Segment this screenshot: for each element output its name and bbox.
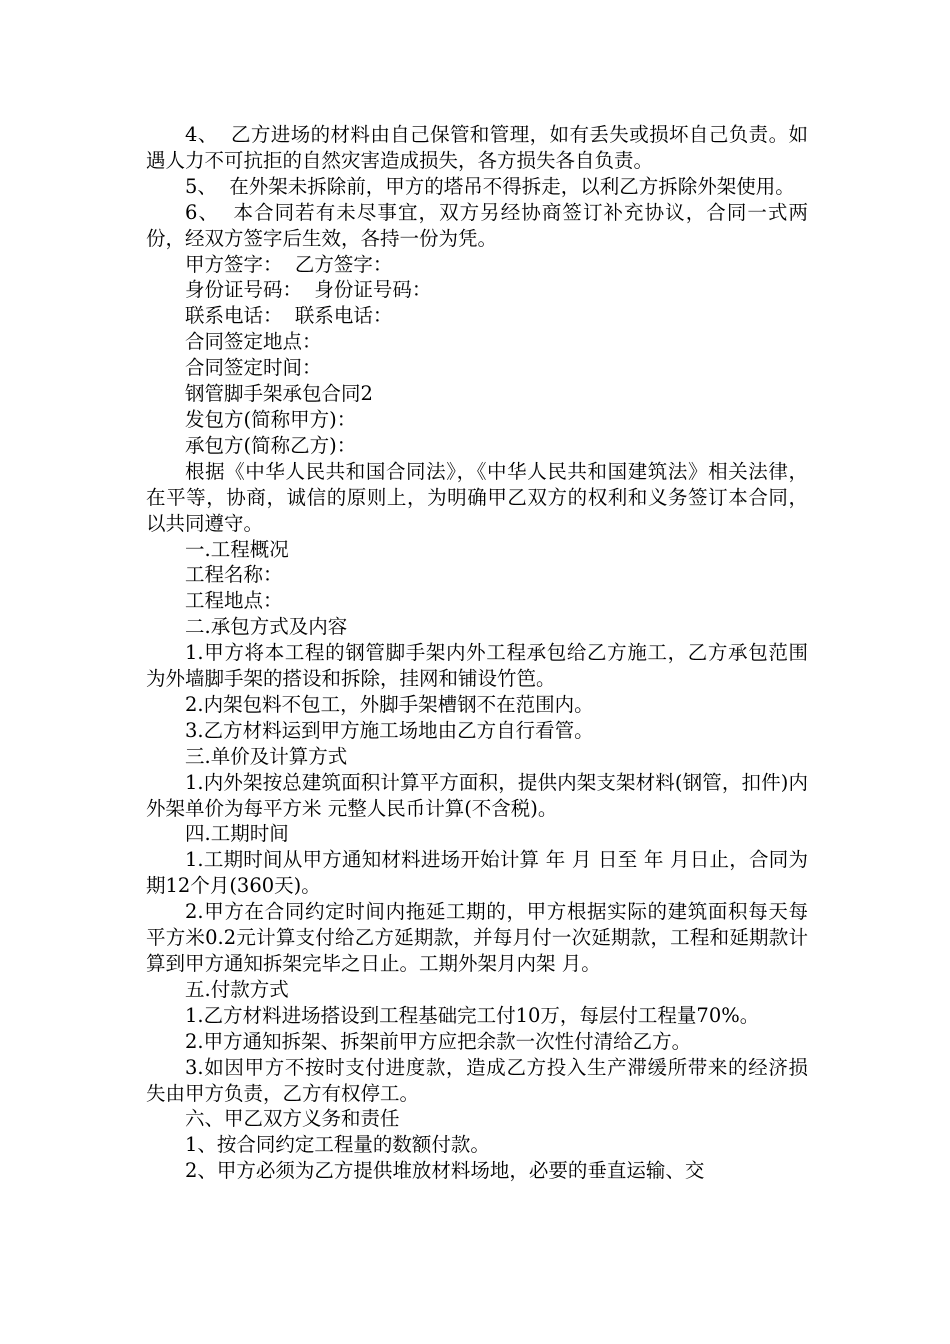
section-2-heading: 二.承包方式及内容 [185, 615, 348, 639]
phone-line: 联系电话： 联系电话： [185, 304, 393, 328]
project-location-line: 工程地点： [185, 589, 283, 613]
section-2-item-2: 2.内架包料不包工，外脚手架槽钢不在范围内。 [185, 692, 594, 716]
section-5-item-1: 1.乙方材料进场搭设到工程基础完工付10万，每层付工程量70%。 [185, 1003, 760, 1027]
section-1-heading: 一.工程概况 [185, 537, 289, 561]
document-page [146, 122, 808, 1184]
section-6-item-2: 2、甲方必须为乙方提供堆放材料场地，必要的垂直运输、交 [185, 1159, 705, 1183]
section-4-heading: 四.工期时间 [185, 822, 289, 846]
section-4-item-2: 2.甲方在合同约定时间内拖延工期的，甲方根据实际的建筑面积每天每平方米0.2元计算支付给乙方延期款，并每月付一次延期款，工程和延期款计算到甲方通知拆架完毕之日止。工期外架月内架 月。 [146, 900, 808, 975]
id-number-line: 身份证号码： 身份证号码： [185, 278, 432, 302]
section-3-item-1: 1.内外架按总建筑面积计算平方面积，提供内架支架材料(钢管，扣件)内外架单价为每平方米 元整人民币计算(不含税)。 [146, 770, 808, 820]
section-2-item-1: 1.甲方将本工程的钢管脚手架内外工程承包给乙方施工，乙方承包范围为外墙脚手架的搭设和拆除，挂网和铺设竹笆。 [146, 641, 808, 691]
signing-place-line: 合同签定地点： [185, 330, 322, 354]
clause-4: 4、 乙方进场的材料由自己保管和管理，如有丢失或损坏自己负责。如遇人力不可抗拒的自然灾害造成损失，各方损失各自负责。 [146, 123, 808, 172]
section-6-heading: 六、甲乙双方义务和责任 [185, 1107, 400, 1131]
project-name-line: 工程名称： [185, 563, 283, 587]
preamble: 根据《中华人民共和国合同法》，《中华人民共和国建筑法》相关法律，在平等，协商，诚信的原则上，为明确甲乙双方的权利和义务签订本合同，以共同遵守。 [146, 459, 808, 535]
section-4-item-1: 1.工期时间从甲方通知材料进场开始计算 年 月 日至 年 月日止，合同为期12个月(360天)。 [146, 848, 808, 898]
section-5-item-2: 2.甲方通知拆架、拆架前甲方应把余款一次性付清给乙方。 [185, 1029, 692, 1053]
section-2-item-3: 3.乙方材料运到甲方施工场地由乙方自行看管。 [185, 718, 594, 742]
party-a-line: 发包方(简称甲方)： [185, 407, 357, 431]
section-5-heading: 五.付款方式 [185, 977, 289, 1001]
signing-time-line: 合同签定时间： [185, 356, 322, 380]
party-b-line: 承包方(简称乙方)： [185, 433, 357, 457]
contract-2-title: 钢管脚手架承包合同2 [185, 382, 373, 406]
section-6-item-1: 1、按合同约定工程量的数额付款。 [185, 1133, 490, 1157]
signature-line: 甲方签字： 乙方签字： [185, 252, 393, 276]
section-5-item-3: 3.如因甲方不按时支付进度款，造成乙方投入生产滞缓所带来的经济损失由甲方负责，乙方有权停工。 [146, 1055, 808, 1105]
clause-5: 5、 在外架未拆除前，甲方的塔吊不得拆走，以利乙方拆除外架使用。 [185, 174, 795, 198]
section-3-heading: 三.单价及计算方式 [185, 744, 348, 768]
clause-6: 6、 本合同若有未尽事宜，双方另经协商签订补充协议，合同一式两份，经双方签字后生效，各持一份为凭。 [146, 200, 808, 250]
